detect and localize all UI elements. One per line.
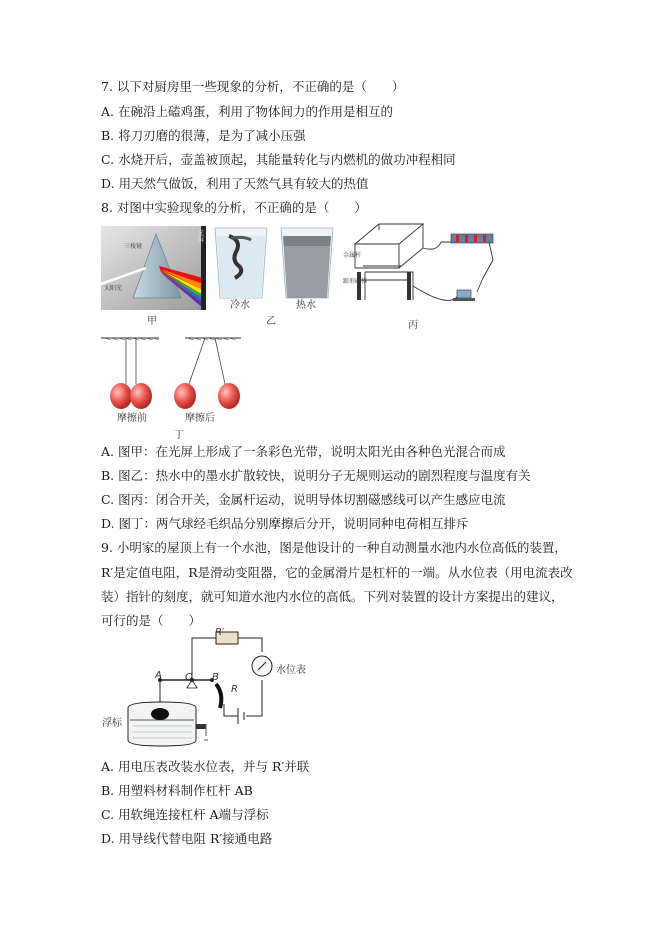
fig-ding-caption: 丁 [174, 430, 184, 441]
q8-stem: 8. 对图中实验现象的分析，不正确的是（ ） [101, 200, 367, 215]
q9-option-b[interactable]: B. 用塑料材料制作杠杆 AB [101, 783, 253, 798]
q8-option-a[interactable]: A. 图甲：在光屏上形成了一条彩色光带，说明太阳光由各种色光混合而成 [101, 444, 506, 459]
label-r-prime: R′ [215, 627, 225, 638]
water-level-device-figure [112, 628, 322, 756]
q9-stem-line3: 装）指针的刻度，就可知道水池内水位的高低。下列对装置的设计方案提出的建议， [101, 589, 564, 604]
q7-stem: 7. 以下对厨房里一些现象的分析，不正确的是（ ） [101, 79, 405, 94]
sunlight-label: 太阳光 [104, 285, 123, 292]
after-rubbing-label: 摩擦后 [185, 413, 215, 424]
ink-diffusion-figure [211, 226, 337, 300]
label-o: O [185, 672, 193, 683]
fig-yi-caption: 乙 [266, 316, 276, 327]
hot-water-label: 热水 [296, 300, 316, 311]
q8-option-d[interactable]: D. 图丁：两气球经毛织品分别摩擦后分开，说明同种电荷相互排斥 [101, 516, 469, 531]
label-r: R [231, 684, 238, 695]
q8-option-c[interactable]: C. 图丙：闭合开关，金属杆运动，说明导体切割磁感线可以产生感应电流 [101, 492, 506, 507]
q9-stem-line1: 9. 小明家的屋顶上有一个水池，图是他设计的一种自动测量水池内水位高低的装置， [101, 540, 567, 555]
q9-stem-line4: 可行的是（ ） [101, 613, 202, 628]
screen-label: 光屏 [198, 230, 205, 244]
q7-option-b[interactable]: B. 将刀刃磨的很薄，是为了减小压强 [101, 128, 306, 143]
fig-jia-caption: 甲 [147, 316, 157, 327]
label-a: A [155, 670, 162, 681]
q9-option-d[interactable]: D. 用导线代替电阻 R′接通电路 [101, 831, 273, 846]
q9-option-a[interactable]: A. 用电压表改装水位表，并与 R′并联 [101, 759, 310, 774]
q7-option-c[interactable]: C. 水烧开后，壶盖被顶起，其能量转化与内燃机的做功冲程相同 [101, 152, 456, 167]
magnet-label: 蹄形磁体 [343, 278, 368, 285]
cold-water-label: 冷水 [230, 300, 250, 311]
metal-rod-label: 金属杆 [343, 252, 362, 259]
label-water-meter: 水位表 [276, 665, 306, 676]
q9-stem-line2: R′是定值电阻，R是滑动变阻器，它的金属滑片是杠杆的一端。从水位表（用电流表改 [101, 565, 573, 580]
fig-bing-caption: 丙 [408, 320, 418, 331]
q7-option-d[interactable]: D. 用天然气做饭，利用了天然气具有较大的热值 [101, 176, 369, 191]
label-b: B [212, 672, 219, 683]
q8-option-b[interactable]: B. 图乙：热水中的墨水扩散较快，说明分子无规则运动的剧烈程度与温度有关 [101, 468, 531, 483]
before-rubbing-label: 摩擦前 [117, 413, 147, 424]
prism-figure [101, 226, 206, 310]
electromagnetic-figure [341, 220, 501, 315]
q7-option-a[interactable]: A. 在碗沿上磕鸡蛋，利用了物体间力的作用是相互的 [101, 104, 393, 119]
label-float: 浮标 [102, 718, 122, 729]
q9-option-c[interactable]: C. 用软绳连接杠杆 A端与浮标 [101, 807, 269, 822]
prism-label: 三棱镜 [124, 243, 143, 250]
